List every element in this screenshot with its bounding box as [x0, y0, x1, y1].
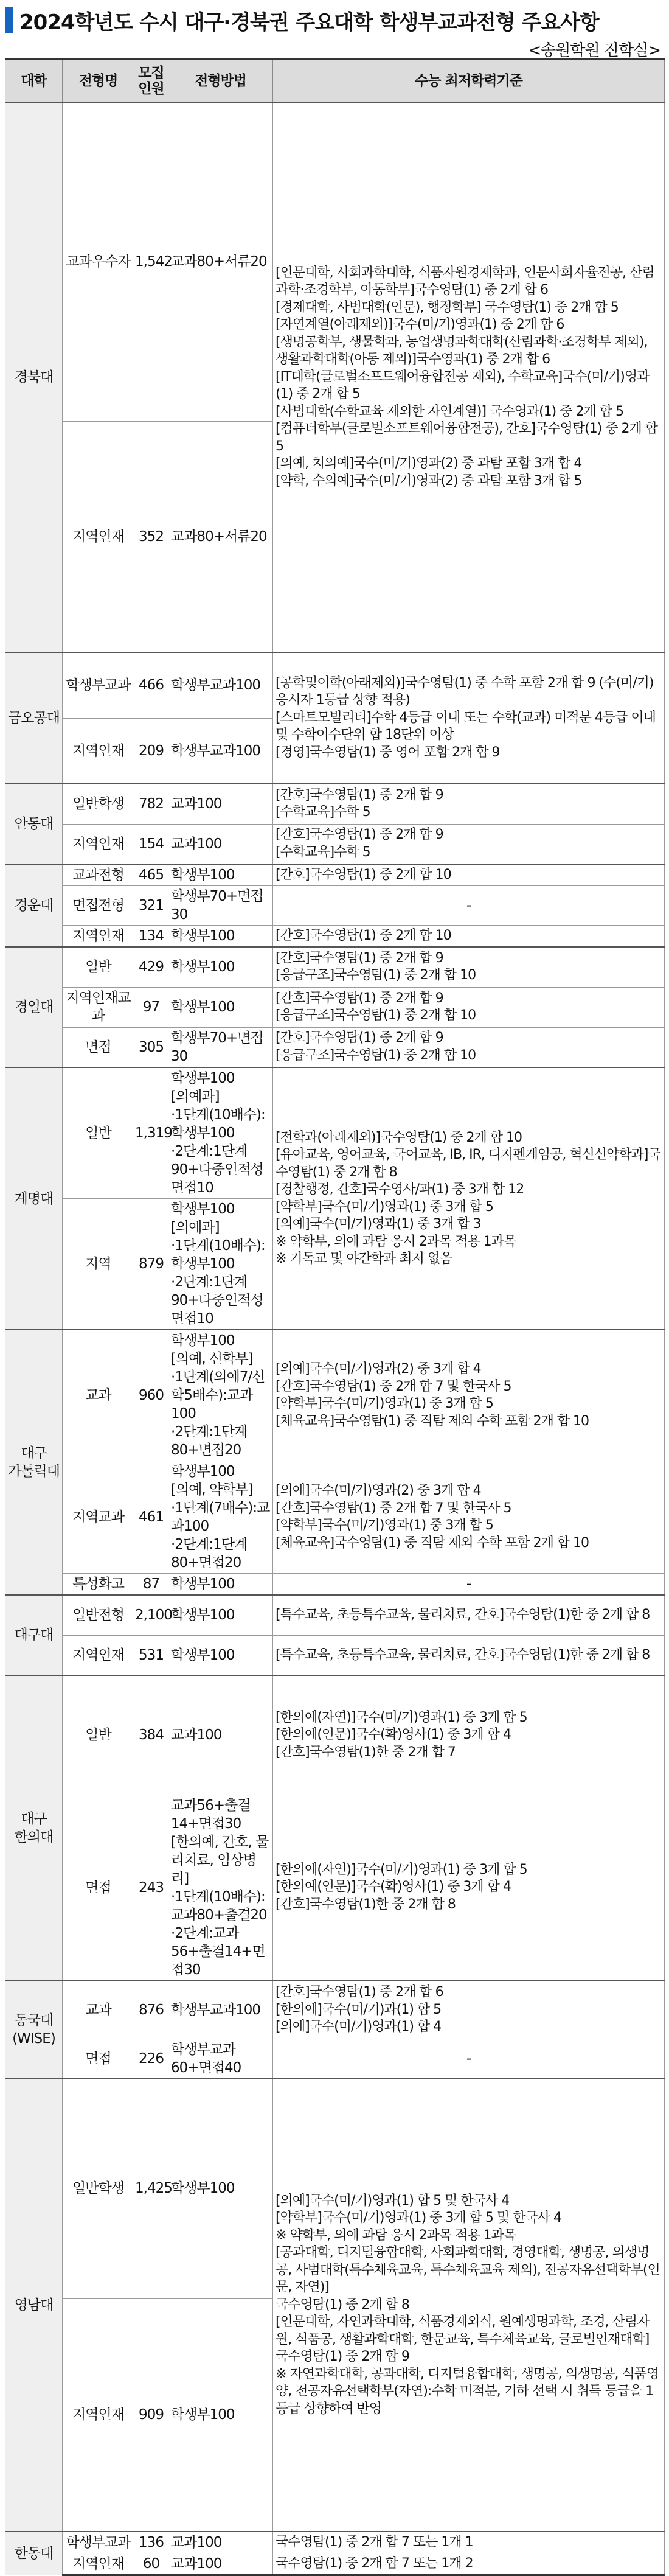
table-row	[5, 652, 665, 718]
requirement-cell: [간호]국수영탐(1) 중 2개 합 9 [수학교육]수학 5	[273, 824, 665, 864]
method-cell: 학생부70+면접30	[168, 886, 273, 926]
count-cell: 305	[134, 1027, 168, 1067]
requirement-cell: 국수영탐(1) 중 2개 합 7 또는 1개 1	[273, 2532, 665, 2553]
type-cell: 지역인재교과	[63, 987, 134, 1027]
table-row	[5, 2039, 665, 2079]
method-cell: 학생부100	[168, 987, 273, 1027]
method-cell: 학생부100	[168, 2298, 273, 2532]
requirement-cell: [의예]국수(미/기)영과(1) 합 5 및 한국사 4 [약학부]국수(미/기)영과(1) 중 3개 합 5 및 한국사 4 ※ 약학부, 의예 과탐 응시 2과목 적용 1과목 [공과대학, 디지털융합대학, 사회과학대학, 경영대학, 생명공, 의생명공, 사범대학(특수체육교육, 특수체육교육 제외), 전공자유선택학부(인문, 자연)] 국수영탐(1) 중 2개 합 8 [인문대학, 자연과학대학, 식품경제외식, 원예생명과학, 조경, 산림자원, 식품공, 생활과학대학, 한문교육, 특수체육교육, 글로벌인재대학] 국수영탐(1) 중 2개 합 9 ※ 자연과학대학, 공과대학, 디지털융합대학, 생명공, 의생명공, 식품영양, 전공자유선택학부(자연):수학 미적분, 기하 선택 시 취득 등급을 1등급 상향하여 반영	[273, 2079, 665, 2532]
method-cell: 학생부교과100	[168, 1981, 273, 2039]
method-cell: 학생부100	[168, 1595, 273, 1635]
method-cell: 교과100	[168, 2532, 273, 2553]
requirement-cell: [한의예(자연)]국수(미/기)영과(1) 중 3개 합 5 [한의예(인문)]국수(확)영사(1) 중 3개 합 4 [간호]국수영탐(1)한 중 2개 합 7	[273, 1675, 665, 1795]
table-row	[5, 864, 665, 886]
requirement-cell: [전학과(아래제외)]국수영탐(1) 중 2개 합 10 [유아교육, 영어교육, 국어교육, IB, IR, 디지펜게임공, 혁신신약학과]국수영탐(1) 중 2개 합 8 [경찰행정, 간호]국수영사/과(1) 중 3개 합 12 [약학부]국수(미/기)영과(1) 중 3개 합 5 [의예]국수(미/기)영과(1) 중 3개 합 3 ※ 약학부, 의예 과탐 응시 2과목 적용 1과목 ※ 기독교 및 야간학과 최저 없음	[273, 1067, 665, 1330]
method-cell: 교과80+서류20	[168, 102, 273, 421]
count-cell: 465	[134, 864, 168, 886]
header-type: 전형명	[63, 60, 134, 103]
type-cell: 특성화고	[63, 1574, 134, 1596]
table-row	[5, 1067, 665, 1199]
university-cell: 금오공대	[5, 652, 63, 784]
university-cell: 대구 가톨릭대	[5, 1330, 63, 1595]
type-cell: 면접	[63, 2039, 134, 2079]
type-cell: 일반학생	[63, 2079, 134, 2298]
method-cell: 교과100	[168, 2553, 273, 2575]
method-cell: 교과56+출결14+면접30 [한의예, 간호, 물리치료, 임상병리] ·1단계(10배수):교과80+출결20 ·2단계:교과56+출결14+면접30	[168, 1795, 273, 1981]
table-row	[5, 987, 665, 1027]
table-row	[5, 886, 665, 926]
requirement-cell: [특수교육, 초등특수교육, 물리치료, 간호]국수영탐(1)한 중 2개 합 8	[273, 1595, 665, 1635]
count-cell: 1,542	[134, 102, 168, 421]
method-cell: 교과100	[168, 784, 273, 824]
count-cell: 461	[134, 1461, 168, 1574]
method-cell: 학생부70+면접30	[168, 1027, 273, 1067]
type-cell: 면접	[63, 1795, 134, 1981]
type-cell: 지역교과	[63, 1461, 134, 1574]
university-cell: 계명대	[5, 1067, 63, 1330]
table-row	[5, 102, 665, 421]
type-cell: 일반학생	[63, 784, 134, 824]
type-cell: 지역인재	[63, 2298, 134, 2532]
university-cell: 안동대	[5, 784, 63, 864]
count-cell: 352	[134, 421, 168, 652]
count-cell: 909	[134, 2298, 168, 2532]
type-cell: 지역인재	[63, 824, 134, 864]
count-cell: 466	[134, 652, 168, 718]
table-row	[5, 1574, 665, 1596]
requirement-cell: [간호]국수영탐(1) 중 2개 합 10	[273, 926, 665, 948]
requirement-cell: [간호]국수영탐(1) 중 2개 합 9 [수학교육]수학 5	[273, 784, 665, 824]
count-cell: 60	[134, 2553, 168, 2575]
table-row	[5, 1330, 665, 1461]
method-cell: 학생부100 [의예과] ·1단계(10배수):학생부100 ·2단계:1단계90+다중인적성면접10	[168, 1199, 273, 1330]
count-cell: 321	[134, 886, 168, 926]
requirement-cell: [간호]국수영탐(1) 중 2개 합 9 [응급구조]국수영탐(1) 중 2개 합 10	[273, 1027, 665, 1067]
type-cell: 학생부교과	[63, 652, 134, 718]
type-cell: 일반전형	[63, 1595, 134, 1635]
requirement-cell: [특수교육, 초등특수교육, 물리치료, 간호]국수영탐(1)한 중 2개 합 8	[273, 1635, 665, 1675]
table-row	[5, 784, 665, 824]
count-cell: 876	[134, 1981, 168, 2039]
university-cell: 경운대	[5, 864, 63, 947]
method-cell: 학생부교과60+면접40	[168, 2039, 273, 2079]
type-cell: 지역인재	[63, 926, 134, 948]
table-row	[5, 1635, 665, 1675]
university-cell: 경북대	[5, 102, 63, 652]
count-cell: 134	[134, 926, 168, 948]
table-row	[5, 2079, 665, 2298]
table-row	[5, 1461, 665, 1574]
requirement-cell: [간호]국수영탐(1) 중 2개 합 10	[273, 864, 665, 886]
requirement-cell: [의예]국수(미/기)영과(2) 중 3개 합 4 [간호]국수영탐(1) 중 2개 합 7 및 한국사 5 [약학부]국수(미/기)영과(1) 중 3개 합 5 [체육교육]국수영탐(1) 중 직탐 제외 수학 포함 2개 합 10	[273, 1330, 665, 1461]
university-cell: 대구대	[5, 1595, 63, 1675]
method-cell: 학생부100 [의예, 약학부] ·1단계(7배수):교과100 ·2단계:1단계80+면접20	[168, 1461, 273, 1574]
university-cell: 한동대	[5, 2532, 63, 2575]
header-count: 모집 인원	[134, 60, 168, 103]
type-cell: 지역인재	[63, 2553, 134, 2575]
university-cell: 경일대	[5, 947, 63, 1067]
method-cell: 학생부교과100	[168, 718, 273, 784]
table-row	[5, 1795, 665, 1981]
type-cell: 학생부교과	[63, 2532, 134, 2553]
count-cell: 226	[134, 2039, 168, 2079]
method-cell: 학생부100 [의예, 신학부] ·1단계(의예7/신학5배수):교과100 ·2단계:1단계80+면접20	[168, 1330, 273, 1461]
count-cell: 154	[134, 824, 168, 864]
method-cell: 학생부100 [의예과] ·1단계(10배수):학생부100 ·2단계:1단계90+다중인적성면접10	[168, 1067, 273, 1199]
requirement-cell: [간호]국수영탐(1) 중 2개 합 9 [응급구조]국수영탐(1) 중 2개 합 10	[273, 947, 665, 987]
requirement-cell: -	[273, 1574, 665, 1596]
method-cell: 학생부100	[168, 926, 273, 948]
requirement-cell: [간호]국수영탐(1) 중 2개 합 9 [응급구조]국수영탐(1) 중 2개 합 10	[273, 987, 665, 1027]
source-note: <송원학원 진학실>	[528, 41, 660, 60]
table-row	[5, 1027, 665, 1067]
page-title	[5, 4, 599, 37]
type-cell: 지역인재	[63, 718, 134, 784]
title-text: 2024학년도 수시 대구·경북권 주요대학 학생부교과전형 주요사항	[19, 10, 599, 35]
count-cell: 209	[134, 718, 168, 784]
count-cell: 879	[134, 1199, 168, 1330]
table-row	[5, 824, 665, 864]
method-cell: 학생부100	[168, 947, 273, 987]
requirement-cell: -	[273, 2039, 665, 2079]
method-cell: 교과80+서류20	[168, 421, 273, 652]
type-cell: 면접전형	[63, 886, 134, 926]
table-row	[5, 1595, 665, 1635]
requirement-cell: [한의예(자연)]국수(미/기)영과(1) 중 3개 합 5 [한의예(인문)]국수(확)영사(1) 중 3개 합 4 [간호]국수영탐(1)한 중 2개 합 8	[273, 1795, 665, 1981]
header-university: 대학	[5, 60, 63, 103]
count-cell: 136	[134, 2532, 168, 2553]
table-row	[5, 1981, 665, 2039]
requirement-cell: [의예]국수(미/기)영과(2) 중 3개 합 4 [간호]국수영탐(1) 중 2개 합 7 및 한국사 5 [약학부]국수(미/기)영과(1) 중 3개 합 5 [체육교육]국수영탐(1) 중 직탐 제외 수학 포함 2개 합 10	[273, 1461, 665, 1574]
title-marker	[5, 7, 13, 33]
requirement-cell: [공학및이학(아래제외)]국수영탐(1) 중 수학 포함 2개 합 9 (수(미/기) 응시자 1등급 상향 적용) [스마트모빌리티]수학 4등급 이내 또는 수학(교과) 미적분 4등급 이내 및 수학이수단위 합 18단위 이상 [경영]국수영탐(1) 중 영어 포함 2개 합 9	[273, 652, 665, 784]
count-cell: 1,319	[134, 1067, 168, 1199]
count-cell: 2,100	[134, 1595, 168, 1635]
method-cell: 학생부100	[168, 2079, 273, 2298]
count-cell: 87	[134, 1574, 168, 1596]
method-cell: 교과100	[168, 824, 273, 864]
count-cell: 429	[134, 947, 168, 987]
count-cell: 531	[134, 1635, 168, 1675]
requirement-cell: 국수영탐(1) 중 2개 합 7 또는 1개 2	[273, 2553, 665, 2575]
method-cell: 학생부100	[168, 1574, 273, 1596]
type-cell: 일반	[63, 1067, 134, 1199]
header-requirement: 수능 최저학력기준	[273, 60, 665, 103]
type-cell: 면접	[63, 1027, 134, 1067]
count-cell: 97	[134, 987, 168, 1027]
type-cell: 교과우수자	[63, 102, 134, 421]
method-cell: 교과100	[168, 1675, 273, 1795]
university-cell: 대구 한의대	[5, 1675, 63, 1981]
table-row	[5, 2532, 665, 2553]
table-row	[5, 947, 665, 987]
type-cell: 지역인재	[63, 1635, 134, 1675]
type-cell: 지역인재	[63, 421, 134, 652]
count-cell: 960	[134, 1330, 168, 1461]
count-cell: 384	[134, 1675, 168, 1795]
requirement-cell: [인문대학, 사회과학대학, 식품자원경제학과, 인문사회자율전공, 산림과학·조경학부, 아동학부]국수영탐(1) 중 2개 합 6 [경제대학, 사범대학(인문), 행정학부] 국수영탐(1) 중 2개 합 5 [자연계열(아래제외)]국수(미/기)영과(1) 중 2개 합 6 [생명공학부, 생물학과, 농업생명과학대학(산림과학·조경학부 제외), 생활과학대학(아동 제외)]국수영과(1) 중 2개 합 6 [IT대학(글로벌소프트웨어융합전공 제외), 수학교육]국수(미/기)영과(1) 중 2개 합 5 [사범대학(수학교육 제외한 자연계열)] 국수영과(1) 중 2개 합 5 [컴퓨터학부(글로벌소프트웨어융합전공), 간호]국수영탐(1) 중 2개 합 5 [의예, 치의예]국수(미/기)영과(2) 중 과탐 포함 3개 합 4 [약학, 수의예]국수(미/기)영과(2) 중 과탐 포함 3개 합 5	[273, 102, 665, 652]
type-cell: 교과전형	[63, 864, 134, 886]
method-cell: 학생부100	[168, 1635, 273, 1675]
table-row	[5, 926, 665, 948]
type-cell: 일반	[63, 947, 134, 987]
method-cell: 학생부100	[168, 864, 273, 886]
requirement-cell: [간호]국수영탐(1) 중 2개 합 6 [한의예]국수(미/기)과(1) 합 5 [의예]국수(미/기)영과(1) 합 4	[273, 1981, 665, 2039]
count-cell: 782	[134, 784, 168, 824]
type-cell: 지역	[63, 1199, 134, 1330]
count-cell: 1,425	[134, 2079, 168, 2298]
requirement-cell: -	[273, 886, 665, 926]
header-method: 전형방법	[168, 60, 273, 103]
type-cell: 교과	[63, 1981, 134, 2039]
university-cell: 영남대	[5, 2079, 63, 2532]
table-row	[5, 1675, 665, 1795]
table-header-row	[5, 60, 665, 103]
method-cell: 학생부교과100	[168, 652, 273, 718]
type-cell: 일반	[63, 1675, 134, 1795]
admissions-table	[5, 58, 665, 2576]
type-cell: 교과	[63, 1330, 134, 1461]
count-cell: 243	[134, 1795, 168, 1981]
university-cell: 동국대 (WISE)	[5, 1981, 63, 2079]
table-row	[5, 2553, 665, 2575]
